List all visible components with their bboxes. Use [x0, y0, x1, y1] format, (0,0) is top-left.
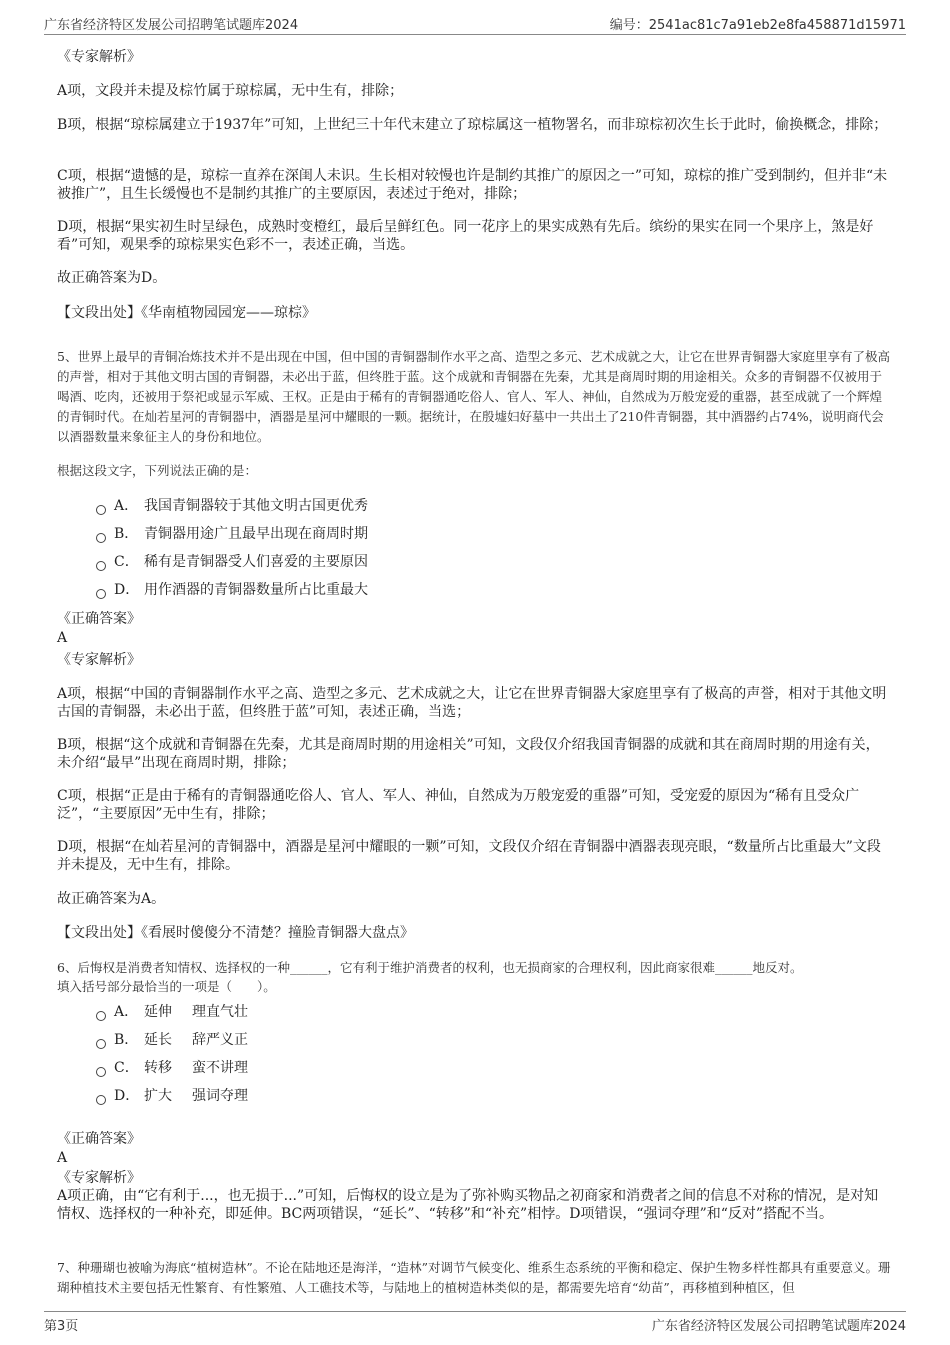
q5-stem: 根据这段文字，下列说法正确的是：	[57, 463, 258, 478]
q5-option-d[interactable]: D． 用作酒器的青铜器数量所占比重最大	[96, 580, 368, 600]
q6-stem: 6、后悔权是消费者知情权、选择权的一种______，它有利于维护消费者的权利，也无损商家的合理权利，因此商家很难______地反对。	[57, 960, 803, 975]
q4-analysis-d: D项，根据“果实初生时呈绿色，成熟时变橙红，最后呈鲜红色。同一花序上的果实成熟有先后。缤纷的果实在同一个果序上，煞是好看”可知，观果季的琼棕果实色彩不一，表述正确，当选。	[57, 219, 874, 253]
q6-option-b[interactable]: B． 延长 辞严义正	[96, 1030, 248, 1050]
radio-icon[interactable]	[96, 1067, 106, 1077]
q6-answer-label: 《正确答案》	[57, 1131, 141, 1147]
header-code: 编号：2541ac81c7a91eb2e8fa458871d15971	[609, 18, 906, 33]
q5-option-a[interactable]: A． 我国青铜器较于其他文明古国更优秀	[96, 496, 368, 516]
q5-analysis-label: 《专家解析》	[57, 652, 141, 668]
q6-analysis: A项正确，由“它有利于...，也无损于...”可知，后悔权的设立是为了弥补购买物品之初商家和消费者之间的信息不对称的情况，是对知情权、选择权的一种补充，即延伸。BC两项错误，“延长”、“转移”和“补充”相悖。D项错误，“强词夺理”和“反对”搭配不当。	[57, 1188, 879, 1222]
header-title: 广东省经济特区发展公司招聘笔试题库2024	[44, 18, 299, 33]
q4-analysis-label: 《专家解析》	[57, 49, 141, 65]
q4-analysis-a: A项，文段并未提及棕竹属于琼棕属，无中生有，排除；	[57, 83, 404, 99]
q4-conclusion: 故正确答案为D。	[57, 270, 167, 286]
q6-answer: A	[57, 1150, 68, 1166]
q5-analysis-b: B项，根据“这个成就和青铜器在先秦，尤其是商周时期的用途相关”可知，文段仅介绍我国青铜器的成就和其在商周时期的用途有关，未介绍“最早”出现在商周时期，排除；	[57, 737, 880, 771]
q5-conclusion: 故正确答案为A。	[57, 891, 166, 907]
page-footer	[44, 1311, 906, 1337]
footer-title: 广东省经济特区发展公司招聘笔试题库2024	[651, 1319, 906, 1334]
q5-passage: 5、世界上最早的青铜冶炼技术并不是出现在中国，但中国的青铜器制作水平之高、造型之多元、艺术成就之大，让它在世界青铜器大家庭里享有了极高的声誉，相对于其他文明古国的青铜器，未必出于蓝，但终胜于蓝。这个成就和青铜器在先秦，尤其是商周时期的用途相关。众多的青铜器不仅被用于喝酒、吃肉，还被用于祭祀或显示军威、王权。正是由于稀有的青铜器通吃俗人、官人、军人、神仙，自然成为万般宠爱的重器，甚至成就了一个辉煌的青铜时代。在灿若星河的青铜器中，酒器是星河中耀眼的一颗。据统计，在殷墟妇好墓中一共出土了210件青铜器，其中酒器约占74%，说明商代会以酒器数量来象征主人的身份和地位。	[57, 349, 890, 444]
q6-option-a[interactable]: A． 延伸 理直气壮	[96, 1002, 248, 1022]
q5-analysis-a: A项，根据“中国的青铜器制作水平之高、造型之多元、艺术成就之大，让它在世界青铜器大家庭里享有了极高的声誉，相对于其他文明古国的青铜器，未必出于蓝，但终胜于蓝”可知，表述正确，当选；	[57, 686, 887, 720]
q6-option-c[interactable]: C． 转移 蛮不讲理	[96, 1058, 248, 1078]
q6-analysis-label: 《专家解析》	[57, 1170, 141, 1186]
radio-icon[interactable]	[96, 505, 106, 515]
q4-analysis-b: B项，根据“琼棕属建立于1937年”可知，上世纪三十年代末建立了琼棕属这一植物署名，而非琼棕初次生长于此时，偷换概念，排除；	[57, 117, 888, 133]
q5-option-c[interactable]: C． 稀有是青铜器受人们喜爱的主要原因	[96, 552, 368, 572]
q6-instruction: 填入括号部分最恰当的一项是（ ）。	[57, 979, 276, 994]
q5-analysis-c: C项，根据“正是由于稀有的青铜器通吃俗人、官人、军人、神仙，自然成为万般宠爱的重器”可知，受宠爱的原因为“稀有且受众广泛”，“主要原因”无中生有，排除；	[57, 788, 860, 822]
radio-icon[interactable]	[96, 589, 106, 599]
q4-analysis-c: C项，根据“遗憾的是，琼棕一直养在深闺人未识。生长相对较慢也许是制约其推广的原因之一”可知，琼棕的推广受到制约，但并非“未被推广”，且生长缓慢也不是制约其推广的主要原因，表述过于绝对，排除；	[57, 168, 888, 202]
q5-option-b[interactable]: B． 青铜器用途广且最早出现在商周时期	[96, 524, 368, 544]
q5-source: 【文段出处】《看展时傻傻分不清楚？撞脸青铜器大盘点》	[57, 925, 414, 941]
q4-source: 【文段出处】《华南植物园园宠——琼棕》	[57, 305, 316, 321]
q5-answer-label: 《正确答案》	[57, 611, 141, 627]
radio-icon[interactable]	[96, 1011, 106, 1021]
radio-icon[interactable]	[96, 533, 106, 543]
radio-icon[interactable]	[96, 1039, 106, 1049]
radio-icon[interactable]	[96, 1095, 106, 1105]
q5-analysis-d: D项，根据“在灿若星河的青铜器中，酒器是星河中耀眼的一颗”可知，文段仅介绍在青铜器中酒器表现亮眼，“数量所占比重最大”文段并未提及，无中生有，排除。	[57, 839, 881, 873]
q5-answer: A	[57, 630, 68, 646]
radio-icon[interactable]	[96, 561, 106, 571]
q6-option-d[interactable]: D． 扩大 强词夺理	[96, 1086, 248, 1106]
q7-passage: 7、种珊瑚也被喻为海底“植树造林”。不论在陆地还是海洋，“造林”对调节气候变化、维系生态系统的平衡和稳定、保护生物多样性都具有重要意义。珊瑚种植技术主要包括无性繁育、有性繁殖、人工礁技术等，与陆地上的植树造林类似的是，都需要先培育“幼苗”，再移植到种植区，但	[57, 1260, 891, 1295]
page-header	[44, 14, 906, 35]
page-number: 第3页	[44, 1319, 79, 1334]
